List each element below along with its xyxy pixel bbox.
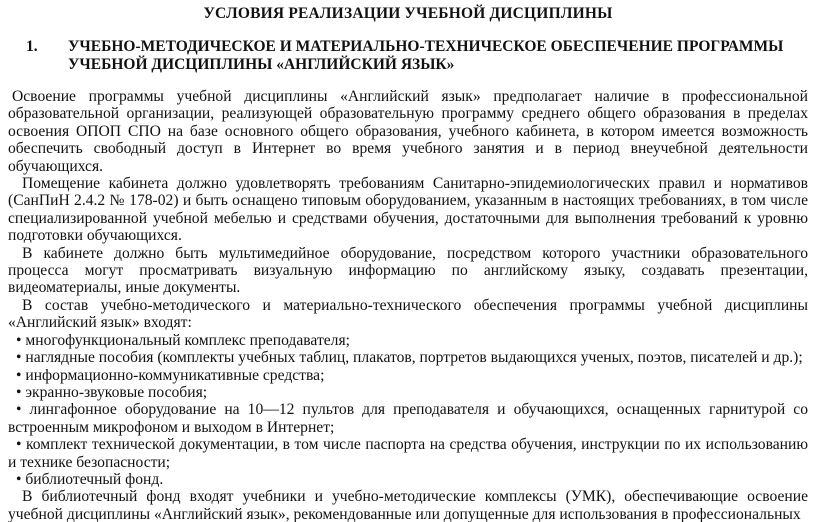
bullet-item: • лингафонное оборудование на 10—12 пультов для преподавателя и обучающихся, оснащенных гарнитурой со встроенным микрофоном и выходом в Интернет; bbox=[8, 401, 808, 436]
paragraph: Освоение программы учебной дисциплины «Английский язык» предполагает наличие в профессиональной образовательной организации, реализующей образовательную программу среднего общего образования в пределах освоения ОПОП СПО на базе основного общего образования, учебного кабинета, в котором имеется возможность обеспечить свободный доступ в Интернет во время учебного занятия и в период внеучебной деятельности обучающихся. bbox=[8, 88, 808, 175]
page-title: УСЛОВИЯ РЕАЛИЗАЦИИ УЧЕБНОЙ ДИСЦИПЛИНЫ bbox=[203, 5, 613, 22]
paragraph: Помещение кабинета должно удовлетворять требованиям Санитарно-эпидемиологических правил и нормативов (СанПиН 2.4.2 № 178-02) и быть оснащено типовым оборудованием, указанным в настоящих требованиях, в том числе специализированной учебной мебелью и средствами обучения, достаточными для выполнения требований к уровню подготовки обучающихся. bbox=[8, 175, 808, 245]
bullet-item: • экранно-звуковые пособия; bbox=[16, 383, 208, 401]
body-text bbox=[8, 88, 808, 522]
section-heading-line1: УЧЕБНО-МЕТОДИЧЕСКОЕ И МАТЕРИАЛЬНО-ТЕХНИЧЕСКОЕ ОБЕСПЕЧЕНИЕ ПРОГРАММЫ bbox=[68, 38, 784, 55]
bullet-item: • комплект технической документации, в том числе паспорта на средства обучения, инструкции по их использованию и технике безопасности; bbox=[8, 436, 808, 471]
section-heading bbox=[26, 38, 806, 73]
paragraph: В кабинете должно быть мультимедийное оборудование, посредством которого участники образовательного процесса могут просматривать визуальную информацию по английскому языку, создавать презентации, видеоматериалы, иные документы. bbox=[8, 244, 808, 297]
paragraph: В библиотечный фонд входят учебники и учебно-методические комплексы (УМК), обеспечивающие освоение учебной дисциплины «Английский язык», рекомендованные или допущенные для использования в профессиональных bbox=[8, 488, 808, 522]
bullet-item: • библиотечный фонд. bbox=[16, 470, 164, 488]
section-number: 1. bbox=[26, 38, 38, 55]
bullet-item: • наглядные пособия (комплекты учебных таблиц, плакатов, портретов выдающихся ученых, поэтов, писателей и др.); bbox=[16, 349, 803, 367]
section-heading-line2: УЧЕБНОЙ ДИСЦИПЛИНЫ «АНГЛИЙСКИЙ ЯЗЫК» bbox=[68, 55, 455, 73]
bullet-item: • информационно-коммуникативные средства; bbox=[16, 366, 325, 384]
paragraph: В состав учебно-методического и материально-технического обеспечения программы учебной дисциплины «Английский язык» входят: bbox=[8, 296, 808, 332]
bullet-item: • многофункциональный комплекс преподавателя; bbox=[16, 331, 350, 349]
